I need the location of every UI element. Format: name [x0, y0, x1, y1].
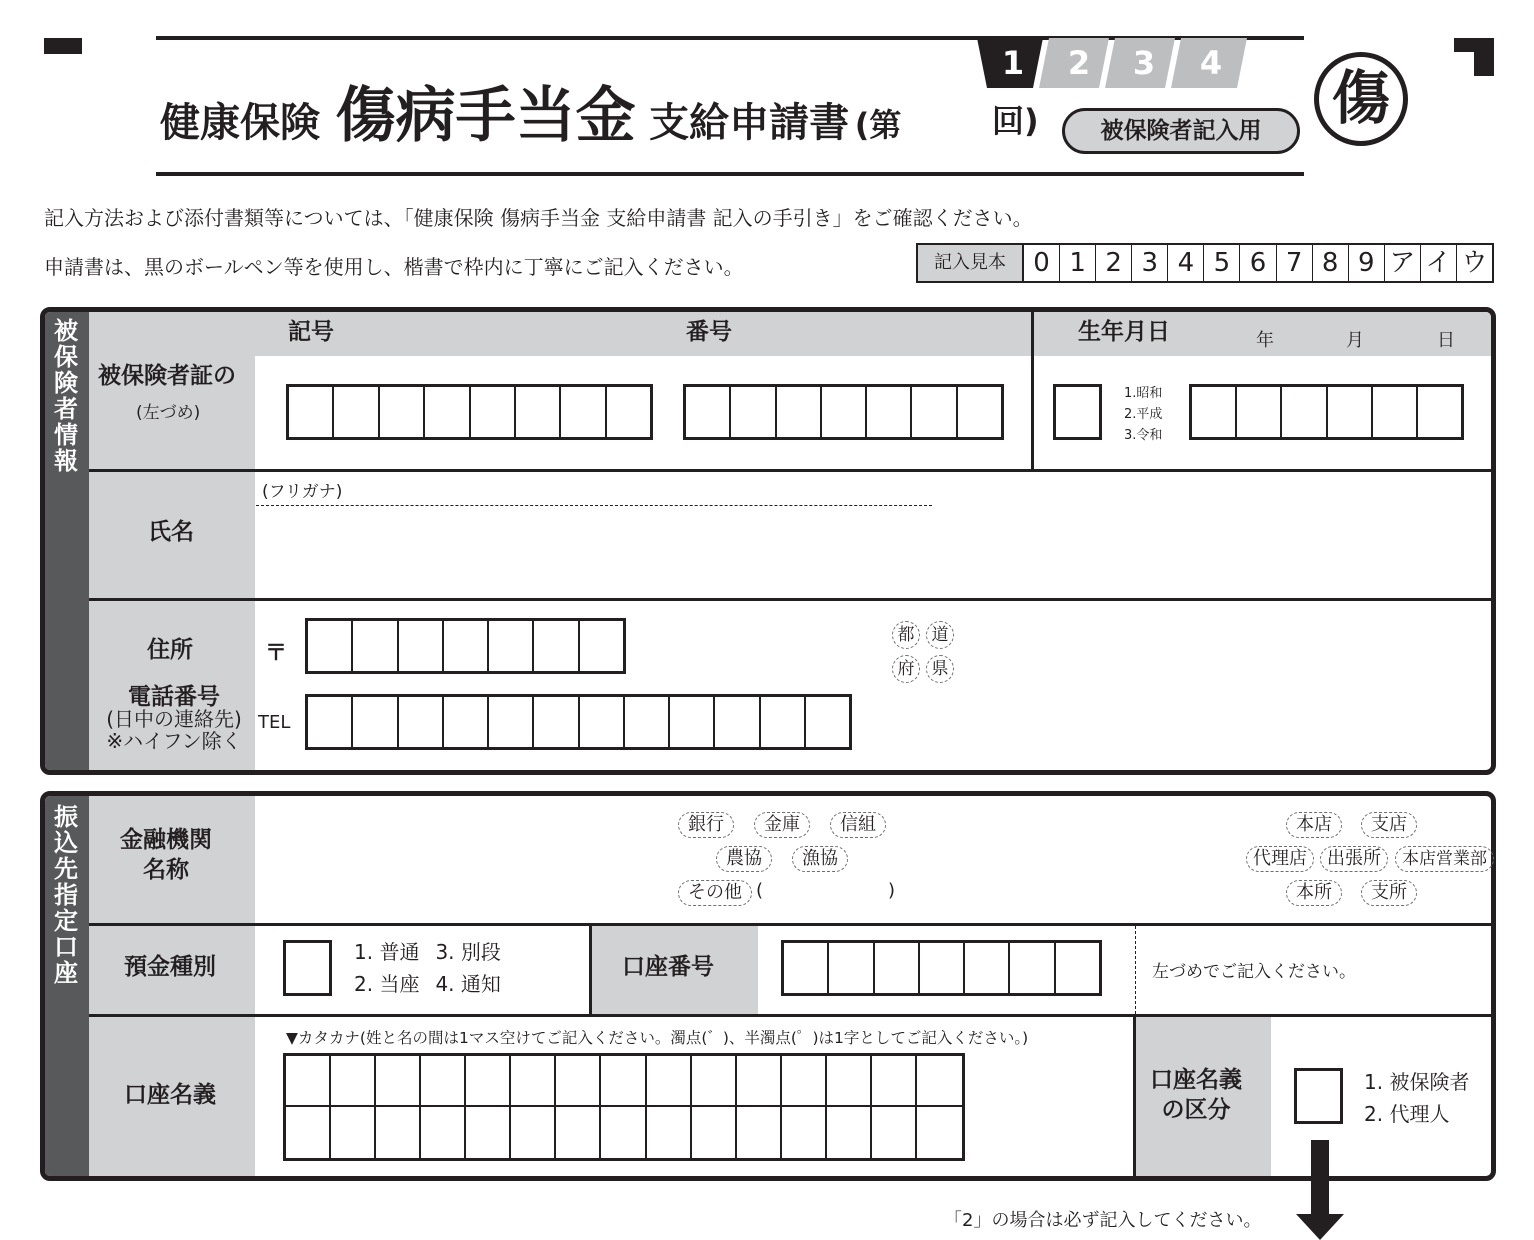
sample-char: 3	[1132, 245, 1168, 281]
phone-input[interactable]	[305, 694, 852, 750]
sample-char: ウ	[1461, 248, 1488, 278]
down-arrow-head-icon	[1296, 1214, 1344, 1240]
header-bottom-rule	[156, 172, 1304, 176]
branch-shiten[interactable]: 支店	[1361, 812, 1417, 838]
holder-type-opt-insured: 1. 被保険者	[1364, 1070, 1470, 1094]
branch-dairiten[interactable]: 代理店	[1246, 846, 1314, 872]
branch-shucchoujo[interactable]: 出張所	[1320, 846, 1388, 872]
furigana-dashed-line	[256, 505, 932, 506]
year-label: 年	[1256, 330, 1274, 351]
sample-char: 1	[1060, 245, 1096, 281]
postal-mark: 〒	[265, 641, 288, 666]
insured-use-badge: 被保険者記入用	[1062, 108, 1300, 154]
branch-honsho[interactable]: 本所	[1286, 880, 1342, 906]
bangou-input[interactable]	[683, 384, 1004, 440]
era-option-reiwa: 3.令和	[1124, 428, 1163, 443]
deposit-type-label: 預金種別	[124, 954, 216, 980]
phone-label	[94, 686, 254, 752]
postal-code-input[interactable]	[305, 618, 626, 674]
bank-name-label	[120, 826, 212, 886]
name-input[interactable]	[256, 508, 1486, 594]
birth-date-header: 生年月日	[1078, 319, 1170, 345]
title-suffix: 支給申請書	[649, 100, 850, 146]
sample-char: 2	[1096, 245, 1132, 281]
sample-char: 4	[1168, 245, 1204, 281]
sample-cells	[1024, 245, 1492, 281]
furigana-input[interactable]	[256, 472, 932, 504]
row-divider-2	[89, 598, 1496, 601]
deposit-opt-touza: 2. 当座	[354, 972, 420, 996]
holder-type-label	[1150, 1066, 1242, 1126]
sample-char: 9	[1349, 245, 1385, 281]
instruction-line-2: 申請書は、黒のボールペン等を使用し、楷書で枠内に丁寧にご記入ください。	[44, 255, 744, 279]
holder-type-label-line2: の区分	[1161, 1096, 1231, 1123]
address-detail-input[interactable]	[966, 610, 1486, 680]
phone-label-line1: 電話番号	[128, 684, 220, 710]
era-options	[1124, 383, 1162, 446]
phone-label-line2: (日中の連絡先)	[106, 707, 242, 731]
sample-char: ア	[1385, 245, 1421, 281]
title-prefix: 健康保険	[160, 100, 320, 146]
instruction-line-1: 記入方法および添付書類等については、「健康保険 傷病手当金 支給申請書 記入の手引き」をご確認ください。	[44, 206, 1033, 230]
pref-dou: 道	[926, 621, 954, 649]
left-aligned-note: (左づめ)	[136, 403, 201, 423]
holder-type-options	[1364, 1066, 1469, 1130]
kigou-input[interactable]	[286, 384, 653, 440]
branch-shisho[interactable]: 支所	[1361, 880, 1417, 906]
pref-fu: 府	[892, 655, 920, 683]
sample-char: 0	[1024, 245, 1060, 281]
row-divider-3	[89, 923, 1496, 926]
section2-side-label: 振 込 先 指 定 口 座	[54, 803, 78, 987]
vertical-divider-birth	[1031, 312, 1034, 470]
tab-4[interactable]: 4	[1199, 44, 1223, 82]
holder-type-opt-agent: 2. 代理人	[1364, 1102, 1450, 1126]
deposit-opt-tsuuchi: 4. 通知	[435, 972, 501, 996]
sample-char: 6	[1240, 245, 1276, 281]
era-input[interactable]	[1053, 384, 1102, 440]
name-label: 氏名	[148, 519, 194, 545]
footer-note: 「2」の場合は必ず記入してください。	[944, 1210, 1262, 1231]
sample-characters	[916, 243, 1494, 283]
phone-label-line3: ※ハイフン除く	[106, 729, 242, 753]
account-holder-input[interactable]	[283, 1053, 965, 1161]
tab-2[interactable]: 2	[1067, 44, 1091, 82]
sample-label: 記入見本	[918, 245, 1024, 281]
deposit-opt-futsu: 1. 普通	[354, 940, 420, 964]
tel-label: TEL	[258, 712, 291, 733]
era-option-showa: 1.昭和	[1124, 386, 1163, 401]
account-number-input[interactable]	[781, 940, 1102, 996]
bank-type-noukyou[interactable]: 農協	[716, 846, 772, 872]
tab-1[interactable]: 1	[1001, 44, 1025, 82]
deposit-options	[354, 936, 501, 1000]
bank-type-shinkumi[interactable]: 信組	[830, 812, 886, 838]
sample-char: 8	[1313, 245, 1349, 281]
deposit-type-input[interactable]	[283, 940, 332, 996]
pref-to: 都	[892, 621, 920, 649]
holder-note: ▼カタカナ(姓と名の間は1マス空けてご記入ください。濁点(゛)、半濁点(゜)は1字としてご記入ください。)	[286, 1029, 1029, 1047]
sample-char: 5	[1204, 245, 1240, 281]
address-input[interactable]	[640, 610, 880, 680]
bank-name-input[interactable]	[258, 802, 668, 914]
account-number-label: 口座番号	[622, 954, 714, 980]
birth-date-input[interactable]	[1189, 384, 1464, 440]
section1-header-row	[255, 312, 1496, 356]
bank-name-label-line1: 金融機関	[120, 827, 212, 853]
era-option-heisei: 2.平成	[1124, 407, 1163, 422]
bank-type-kinko[interactable]: 金庫	[754, 812, 810, 838]
bank-type-ginko[interactable]: 銀行	[678, 812, 734, 838]
branch-honten[interactable]: 本店	[1286, 812, 1342, 838]
title-main: 傷病手当金	[335, 81, 636, 151]
deposit-opt-betsudan: 3. 別段	[435, 940, 501, 964]
title-paren-open: (第	[854, 106, 902, 144]
account-note-divider	[1135, 926, 1136, 1014]
injury-stamp: 傷	[1314, 52, 1408, 146]
bank-type-other[interactable]: その他	[678, 880, 752, 906]
holder-type-input[interactable]	[1294, 1068, 1343, 1124]
title-paren-close: 回)	[992, 102, 1039, 140]
furigana-label: (フリガナ)	[262, 482, 343, 502]
address-label: 住所	[147, 637, 193, 663]
month-label: 月	[1346, 330, 1364, 351]
tab-3[interactable]: 3	[1132, 44, 1156, 82]
sample-char: イ	[1421, 245, 1457, 281]
bangou-header: 番号	[686, 319, 732, 345]
account-number-note: 左づめでご記入ください。	[1152, 962, 1356, 982]
other-paren-open: (	[756, 880, 764, 901]
kigou-header: 記号	[288, 319, 334, 345]
bank-name-label-line2: 名称	[143, 856, 189, 883]
other-paren-close: )	[888, 880, 896, 901]
holder-type-label-line1: 口座名義	[1150, 1067, 1242, 1093]
down-arrow-shaft	[1311, 1140, 1329, 1220]
pref-ken: 県	[926, 655, 954, 683]
registration-mark-right-side	[1474, 38, 1494, 76]
day-label: 日	[1437, 330, 1455, 351]
insured-card-label: 被保険者証の	[98, 363, 236, 389]
account-holder-label: 口座名義	[124, 1082, 216, 1108]
branch-honten-eigyoubu[interactable]: 本店営業部	[1395, 846, 1494, 872]
section1-side-label: 被 保 険 者 情 報	[54, 317, 78, 475]
bank-type-gyokyou[interactable]: 漁協	[792, 846, 848, 872]
registration-mark-left	[44, 38, 82, 54]
branch-name-input[interactable]	[910, 802, 1240, 914]
sample-char: 7	[1277, 245, 1313, 281]
row-divider-4	[89, 1014, 1496, 1017]
form-title	[160, 68, 902, 151]
